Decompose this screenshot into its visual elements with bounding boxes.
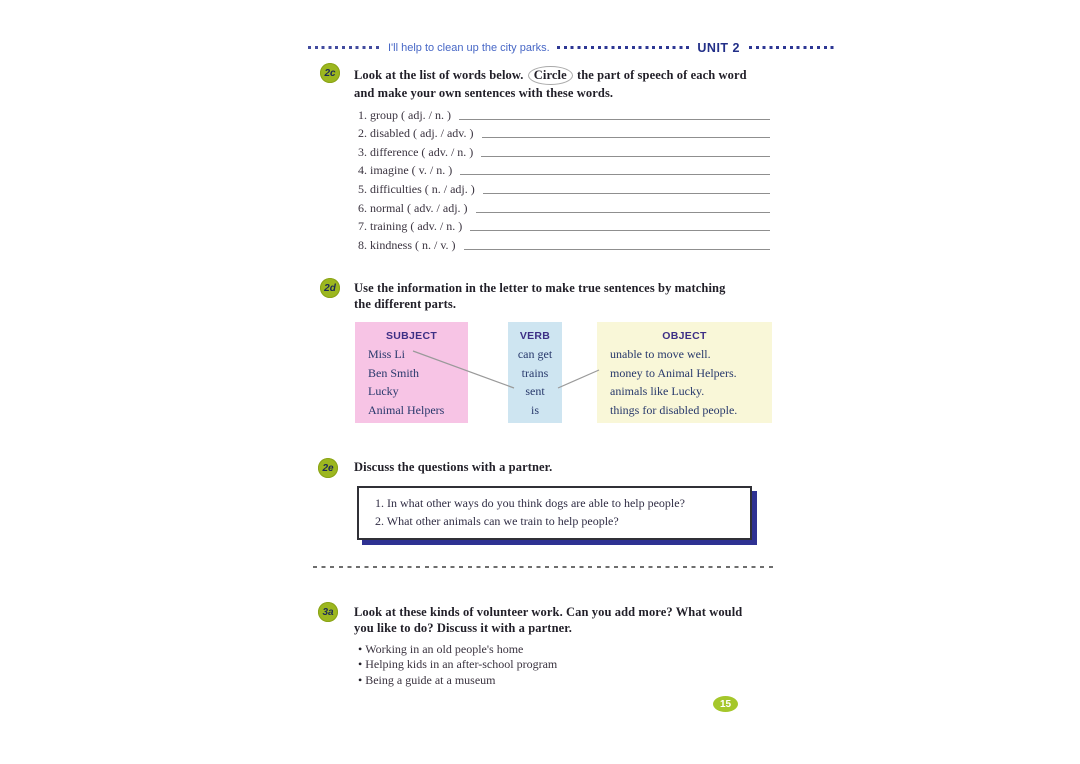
exercise-badge-2e [318, 458, 338, 478]
instruction-line-2: the different parts. [354, 297, 457, 311]
answer-blank-line [483, 192, 770, 194]
object-column [597, 322, 772, 423]
matching-line [558, 370, 599, 388]
word-list [358, 104, 770, 253]
word-list-item: 5. difficulties ( n. / adj. ) [358, 178, 770, 197]
verb-item: is [530, 402, 539, 417]
page-number-badge [713, 696, 738, 712]
word-list-item: 4. imagine ( v. / n. ) [358, 160, 770, 179]
instruction-line-1: Look at these kinds of volunteer work. Can you add more? What would [354, 605, 743, 619]
column-header: OBJECT [662, 330, 707, 342]
word-list-item: 2. disabled ( adj. / adv. ) [358, 123, 770, 142]
question-item: 2. What other animals can we train to help people? [375, 514, 619, 528]
header-dots-middle [557, 46, 691, 49]
circled-word: Circle [528, 66, 573, 85]
exercise-2e-instruction: Discuss the questions with a partner. [354, 460, 553, 474]
lesson-title: I'll help to clean up the city parks. [388, 41, 550, 54]
verb-item: sent [525, 384, 545, 398]
word-list-item: 1. group ( adj. / n. ) [358, 104, 770, 123]
badge-label: 2e [322, 462, 334, 474]
subject-item: Lucky [368, 384, 399, 398]
page-header [308, 40, 835, 55]
question-item: 1. In what other ways do you think dogs are able to help people? [375, 496, 685, 510]
subject-item: Miss Li [368, 347, 406, 361]
exercise-badge-3a [318, 602, 338, 622]
badge-label: 2d [324, 282, 336, 294]
matching-line [413, 351, 514, 388]
exercise-2c-instruction [354, 66, 747, 101]
object-item: things for disabled people. [610, 402, 738, 417]
answer-blank-line [481, 155, 770, 157]
instruction-line-2: and make your own sentences with these words. [354, 86, 614, 100]
answer-blank-line [482, 136, 770, 138]
object-item: money to Animal Helpers. [610, 365, 737, 380]
exercise-badge-2d [320, 278, 340, 298]
word-list-item: 7. training ( adv. / n. ) [358, 216, 770, 235]
answer-blank-line [476, 211, 770, 213]
instruction-line-1: Look at the list of words below. Circle the part of speech of each word [354, 66, 747, 85]
column-header: SUBJECT [385, 330, 438, 342]
instruction-line-1: Use the information in the letter to make true sentences by matching [354, 281, 726, 295]
dashed-divider [313, 566, 775, 568]
badge-label: 2c [324, 67, 336, 79]
page-number: 15 [719, 698, 732, 710]
bullet-item: • Helping kids in an after-school program [358, 657, 557, 672]
matching-example-lines [400, 340, 610, 400]
subject-item: Animal Helpers [368, 402, 445, 417]
subject-item: Ben Smith [368, 365, 420, 380]
answer-blank-line [460, 173, 770, 175]
column-items [597, 345, 772, 419]
bullet-item: • Working in an old people's home [358, 642, 557, 657]
bullet-item: • Being a guide at a museum [358, 673, 557, 688]
answer-blank-line [464, 248, 770, 250]
discussion-question-box [357, 486, 752, 540]
exercise-2d-instruction [354, 280, 725, 312]
volunteer-work-list [358, 642, 557, 688]
answer-blank-line [459, 118, 770, 120]
unit-label: UNIT 2 [697, 40, 740, 55]
object-item: animals like Lucky. [610, 384, 705, 398]
exercise-badge-2c [320, 63, 340, 83]
exercise-3a-instruction [354, 604, 742, 636]
word-list-item: 8. kindness ( n. / v. ) [358, 234, 770, 253]
word-list-item: 3. difference ( adv. / n. ) [358, 141, 770, 160]
column-header: VERB [519, 330, 551, 342]
header-dots-left [308, 46, 382, 49]
word-list-item: 6. normal ( adv. / adj. ) [358, 197, 770, 216]
verb-item: can get [517, 347, 553, 361]
answer-blank-line [470, 229, 770, 231]
verb-item: trains [521, 365, 549, 380]
header-dots-right [749, 46, 835, 49]
object-item: unable to move well. [610, 347, 711, 361]
instruction-line-2: you like to do? Discuss it with a partner. [354, 621, 572, 635]
badge-label: 3a [322, 606, 334, 618]
